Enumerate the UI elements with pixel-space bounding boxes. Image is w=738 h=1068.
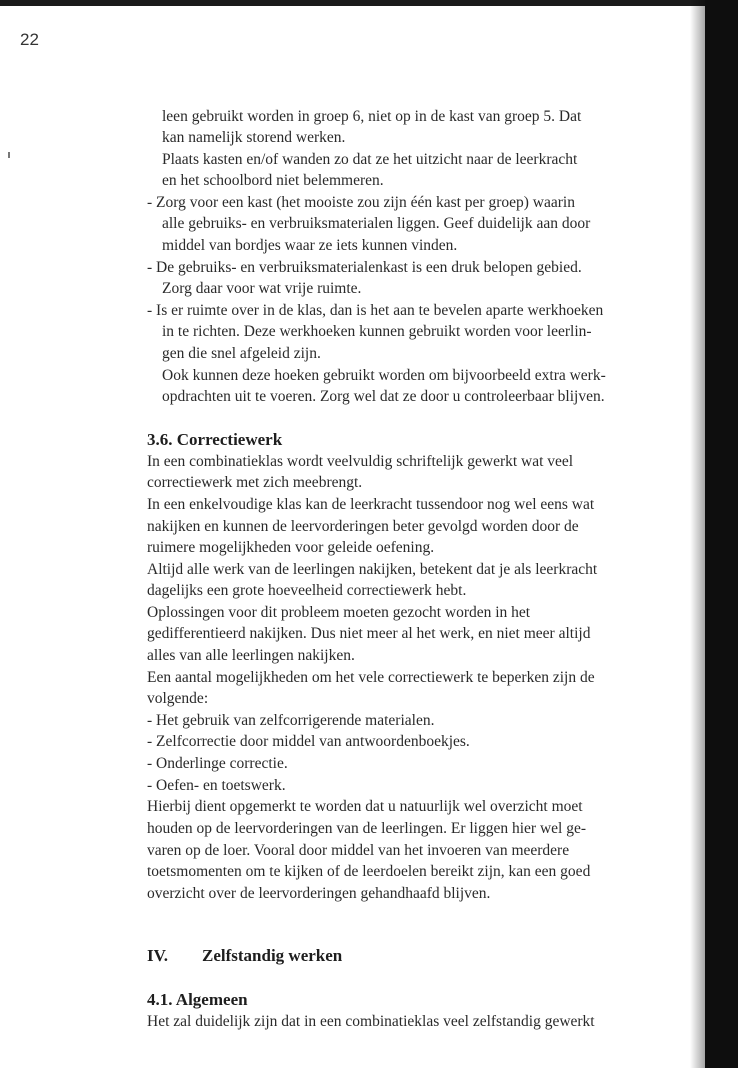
text-line: correctiewerk met zich meebrengt.: [147, 474, 363, 491]
text-line: volgende:: [147, 690, 209, 707]
text-line: alles van alle leerlingen nakijken.: [147, 647, 355, 664]
text-line: Altijd alle werk van de leerlingen nakijken, betekent dat je als leerkracht: [147, 561, 598, 578]
text-line: kan namelijk storend werken.: [162, 129, 346, 146]
text-line: In een combinatieklas wordt veelvuldig schriftelijk gewerkt wat veel: [147, 453, 574, 470]
text-line: toetsmomenten om te kijken of de leerdoelen bereikt zijn, kan een goed: [147, 863, 591, 880]
text-line: middel van bordjes waar ze iets kunnen vinden.: [162, 237, 458, 254]
text-line: in te richten. Deze werkhoeken kunnen gebruikt worden voor leerlin-: [162, 323, 592, 340]
text-line: leen gebruikt worden in groep 6, niet op in de kast van groep 5. Dat: [162, 108, 582, 125]
bullet-line: - Is er ruimte over in de klas, dan is het aan te bevelen aparte werkhoeken: [147, 302, 604, 319]
scan-shadow: [690, 0, 705, 1068]
bullet-line: - Het gebruik van zelfcorrigerende materialen.: [147, 712, 435, 729]
text-line: gedifferentieerd nakijken. Dus niet meer al het werk, en niet meer altijd: [147, 625, 591, 642]
scan-top-edge: [0, 0, 738, 6]
bullet-line: - Oefen- en toetswerk.: [147, 777, 286, 794]
text-line: houden op de leervorderingen van de leerlingen. Er liggen hier wel ge-: [147, 820, 586, 837]
scan-right-edge: [705, 0, 738, 1068]
text-line: gen die snel afgeleid zijn.: [162, 345, 321, 362]
text-line: en het schoolbord niet belemmeren.: [162, 172, 384, 189]
text-line: ruimere mogelijkheden voor geleide oefening.: [147, 539, 435, 556]
text-line: In een enkelvoudige klas kan de leerkracht tussendoor nog wel eens wat: [147, 496, 595, 513]
text-line: nakijken en kunnen de leervorderingen beter gevolgd worden door de: [147, 518, 579, 535]
bullet-line: - Zelfcorrectie door middel van antwoordenboekjes.: [147, 733, 470, 750]
text-line: Oplossingen voor dit probleem moeten gezocht worden in het: [147, 604, 531, 621]
text-line: varen op de loer. Vooral door middel van het invoeren van meerdere: [147, 842, 570, 859]
bullet-line: - De gebruiks- en verbruiksmaterialenkast is een druk belopen gebied.: [147, 259, 582, 276]
text-line: Hierbij dient opgemerkt te worden dat u natuurlijk wel overzicht moet: [147, 798, 583, 815]
text-line: opdrachten uit te voeren. Zorg wel dat ze door u controleerbaar blijven.: [162, 388, 605, 405]
margin-mark: [8, 152, 10, 158]
text-line: alle gebruiks- en verbruiksmaterialen liggen. Geef duidelijk aan door: [162, 215, 591, 232]
bullet-line: - Onderlinge correctie.: [147, 755, 288, 772]
text-line: Een aantal mogelijkheden om het vele correctiewerk te beperken zijn de: [147, 669, 595, 686]
text-line: overzicht over de leervorderingen gehandhaafd blijven.: [147, 885, 491, 902]
text-line: Plaats kasten en/of wanden zo dat ze het uitzicht naar de leerkracht: [162, 151, 578, 168]
text-line: Het zal duidelijk zijn dat in een combinatieklas veel zelfstandig gewerkt: [147, 1013, 595, 1030]
chapter-title: Zelfstandig werken: [202, 946, 343, 965]
text-line: dagelijks een grote hoeveelheid correctiewerk hebt.: [147, 582, 467, 599]
text-line: Zorg daar voor wat vrije ruimte.: [162, 280, 362, 297]
text-line: Ook kunnen deze hoeken gebruikt worden om bijvoorbeeld extra werk-: [162, 367, 606, 384]
chapter-number: IV.: [147, 946, 168, 965]
bullet-line: - Zorg voor een kast (het mooiste zou zijn één kast per groep) waarin: [147, 194, 575, 211]
section-heading: 4.1. Algemeen: [147, 990, 248, 1009]
page-number: 22: [20, 30, 39, 49]
section-heading: 3.6. Correctiewerk: [147, 430, 283, 449]
